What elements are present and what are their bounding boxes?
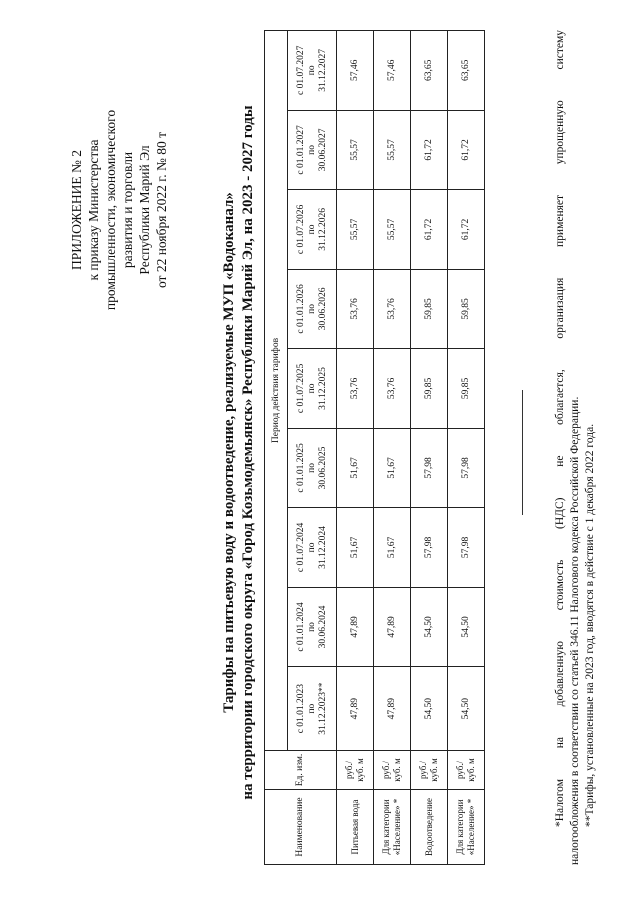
table-row — [374, 31, 411, 865]
tariff-value: 54,50 — [448, 587, 485, 667]
tariff-value: 55,57 — [374, 190, 411, 270]
tariff-value: 59,85 — [448, 269, 485, 349]
appendix-line: к приказу Министерства — [86, 139, 101, 281]
tariff-value: 59,85 — [448, 349, 485, 429]
appendix-header — [68, 0, 170, 420]
period-cell: с 01.07.2027 по 31.12.2027 — [288, 31, 337, 111]
period-cell: с 01.07.2024 по 31.12.2024 — [288, 508, 337, 588]
tariff-value: 61,72 — [411, 190, 448, 270]
tariff-value: 63,65 — [448, 31, 485, 111]
period-cell: с 01.07.2025 по 31.12.2025 — [288, 349, 337, 429]
row-name: Питьевая вода — [337, 790, 374, 865]
title-line-1: Тарифы на питьевую воду и водоотведение, реализуемые МУП «Водоканал» — [221, 192, 237, 713]
footnote-2: **Тарифы, установленные на 2023 год, вводятся в действие с 1 декабря 2022 года. — [584, 423, 596, 827]
tariff-value: 57,98 — [448, 508, 485, 588]
tariff-value: 55,57 — [374, 110, 411, 190]
appendix-line: от 22 ноября 2022 г. № 80 т — [154, 131, 169, 289]
table-row — [411, 31, 448, 865]
tariff-value: 53,76 — [337, 269, 374, 349]
tariff-value: 57,46 — [337, 31, 374, 111]
period-header-row — [288, 31, 337, 865]
period-cell: с 01.01.2025 по 30.06.2025 — [288, 428, 337, 508]
row-unit: руб./ куб. м — [411, 751, 448, 790]
tariff-value: 54,50 — [448, 667, 485, 751]
tariff-value: 57,98 — [448, 428, 485, 508]
row-unit: руб./ куб. м — [448, 751, 485, 790]
table-row — [448, 31, 485, 865]
period-cell: с 01.01.2026 по 30.06.2026 — [288, 269, 337, 349]
header-period: Период действия тарифов — [265, 31, 288, 751]
tariff-value: 54,50 — [411, 667, 448, 751]
period-cell: с 01.01.2024 по 30.06.2024 — [288, 587, 337, 667]
tariff-value: 47,89 — [337, 667, 374, 751]
period-cell: с 01.01.2023 по 31.12.2023** — [288, 667, 337, 751]
tariff-value: 55,57 — [337, 110, 374, 190]
appendix-line: Республики Марий Эл — [137, 145, 152, 275]
header-name: Наименование — [265, 790, 337, 865]
period-cell: с 01.07.2026 по 31.12.2026 — [288, 190, 337, 270]
tariff-value: 57,98 — [411, 508, 448, 588]
appendix-line: ПРИЛОЖЕНИЕ № 2 — [69, 149, 84, 271]
tariff-value: 51,67 — [337, 508, 374, 588]
footnote-1-line-2: налогообложения в соответствии со статьей 346.11 Налогового кодекса Российской Федерации. — [569, 396, 581, 865]
tariff-value: 59,85 — [411, 269, 448, 349]
tariff-value: 47,89 — [337, 587, 374, 667]
document-title — [220, 0, 258, 905]
appendix-line: промышленности, экономического — [103, 109, 118, 311]
tariff-value: 53,76 — [374, 349, 411, 429]
tariff-value: 51,67 — [374, 508, 411, 588]
separator-line — [522, 390, 523, 515]
tariff-value: 57,98 — [411, 428, 448, 508]
row-name: Для категории «Население» * — [448, 790, 485, 865]
row-name: Для категории «Население» * — [374, 790, 411, 865]
tariff-value: 47,89 — [374, 587, 411, 667]
footnotes — [553, 30, 598, 865]
title-line-2: на территории городского округа «Город Козьмодемьянск» Республики Марий Эл, на 2023 - 2027 годы — [240, 105, 256, 800]
tariff-value: 61,72 — [448, 190, 485, 270]
footnote-1-line-1: *Налогом на добавленную стоимость (НДС) не облагается, организация применяет упрощенную систему — [554, 30, 566, 827]
tariff-value: 51,67 — [337, 428, 374, 508]
tariff-value: 63,65 — [411, 31, 448, 111]
table-header-row — [265, 31, 288, 865]
tariff-value: 59,85 — [411, 349, 448, 429]
tariff-value: 61,72 — [411, 110, 448, 190]
tariff-value: 57,46 — [374, 31, 411, 111]
row-name: Водоотведение — [411, 790, 448, 865]
appendix-line: развития и торговли — [120, 151, 135, 269]
row-unit: руб./ куб. м — [374, 751, 411, 790]
tariff-value: 54,50 — [411, 587, 448, 667]
tariff-value: 51,67 — [374, 428, 411, 508]
tariff-table — [264, 30, 485, 865]
tariff-value: 53,76 — [374, 269, 411, 349]
tariff-value: 53,76 — [337, 349, 374, 429]
tariff-value: 61,72 — [448, 110, 485, 190]
period-cell: с 01.01.2027 по 30.06.2027 — [288, 110, 337, 190]
table-row — [337, 31, 374, 865]
tariff-value: 55,57 — [337, 190, 374, 270]
tariff-value: 47,89 — [374, 667, 411, 751]
header-unit: Ед. изм. — [265, 751, 337, 790]
row-unit: руб./ куб. м — [337, 751, 374, 790]
